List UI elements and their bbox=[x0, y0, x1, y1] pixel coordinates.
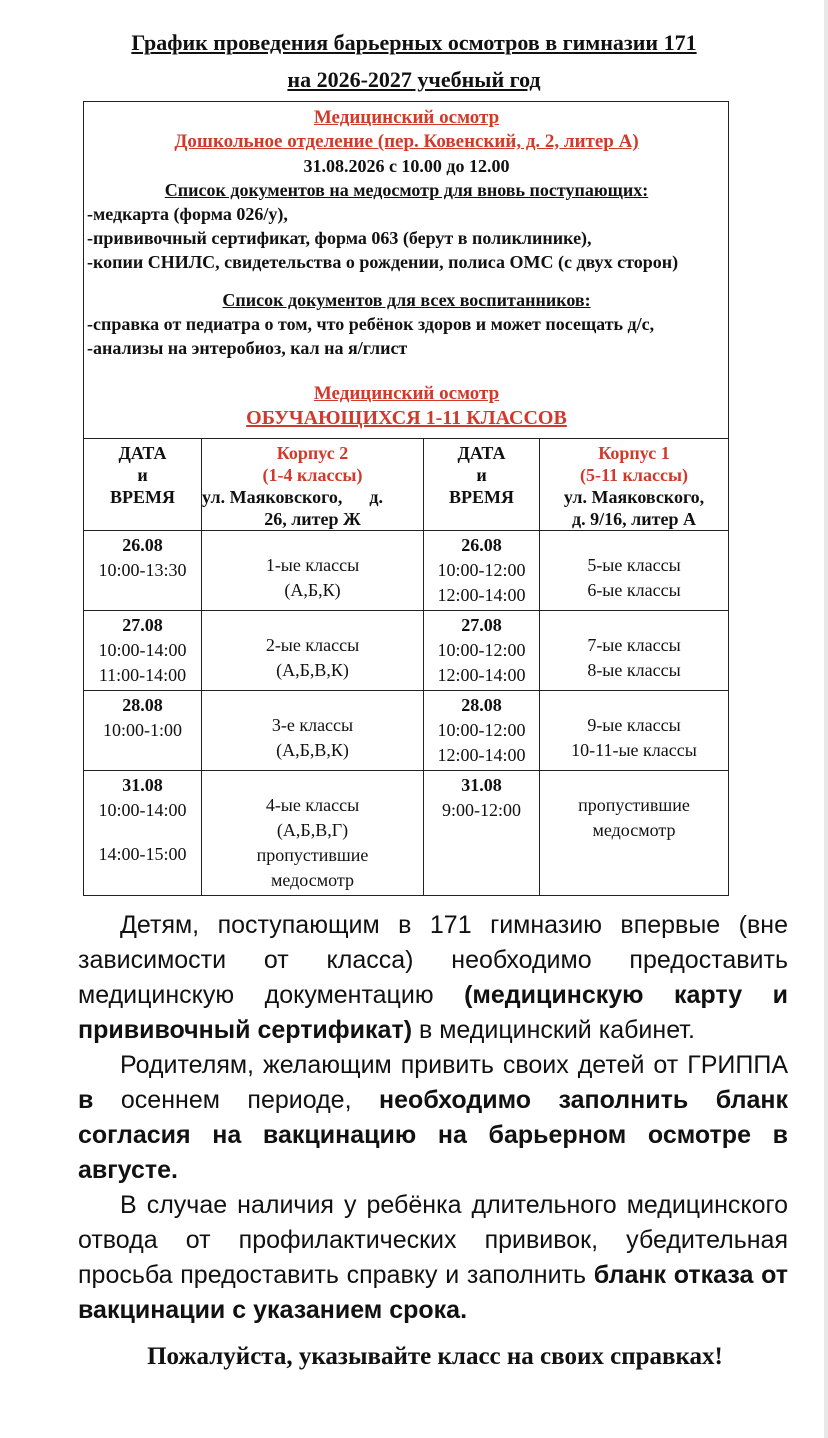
preschool-heading: Медицинский осмотр bbox=[313, 107, 500, 128]
date-cell: 31.08 9:00-12:00 bbox=[424, 771, 540, 896]
date-header-left: ДАТА и ВРЕМЯ bbox=[84, 439, 202, 531]
table-row bbox=[84, 611, 729, 691]
document-title: График проведения барьерных осмотров в гимназии 171 bbox=[131, 30, 697, 55]
table-header-row bbox=[84, 439, 729, 531]
paragraph-new-students: Детям, поступающим в 171 гимназию впервые (вне зависимости от класса) необходимо предоставить медицинскую документацию (медицинскую карту и прививочный сертификат) в медицинский кабинет. bbox=[78, 911, 788, 1044]
new-doc-item: -прививочный сертификат, форма 063 (берут в поликлинике), bbox=[87, 228, 592, 248]
classes-cell: 4-ые классы (А,Б,В,Г) пропустившие медосмотр bbox=[202, 771, 424, 896]
paragraph-flu-vaccination: Родителям, желающим привить своих детей от ГРИППА в осеннем периоде, необходимо заполнить бланк согласия на вакцинацию на барьерном осмотре в августе. bbox=[78, 1051, 789, 1184]
document-subtitle: на 2026-2027 учебный год bbox=[287, 67, 541, 92]
scrollbar[interactable] bbox=[824, 0, 828, 1438]
classes-cell: 1-ые классы (А,Б,К) bbox=[202, 531, 424, 611]
schedule-table bbox=[83, 101, 729, 896]
table-row bbox=[84, 691, 729, 771]
table-row bbox=[84, 531, 729, 611]
preschool-location: Дошкольное отделение (пер. Ковенский, д. 2, литер А) bbox=[174, 131, 639, 152]
classes-cell: 2-ые классы (А,Б,В,К) bbox=[202, 611, 424, 691]
students-subheading: ОБУЧАЮЩИХСЯ 1-11 КЛАССОВ bbox=[246, 407, 567, 429]
date-cell: 28.08 10:00-1:00 bbox=[84, 691, 202, 771]
korpus1-header: Корпус 1 (5-11 классы) ул. Маяковского, д. 9/16, литер А bbox=[540, 439, 729, 531]
classes-cell: 3-е классы (А,Б,В,К) bbox=[202, 691, 424, 771]
classes-cell: 5-ые классы 6-ые классы bbox=[540, 531, 729, 611]
new-docs-title: Список документов на медосмотр для вновь поступающих: bbox=[164, 180, 649, 200]
students-heading: Медицинский осмотр bbox=[313, 383, 500, 404]
preschool-section bbox=[84, 102, 729, 439]
classes-cell: пропустившие медосмотр bbox=[540, 771, 729, 896]
final-note: Пожалуйста, указывайте класс на своих справках! bbox=[147, 1343, 723, 1370]
date-cell: 27.08 10:00-14:00 11:00-14:00 bbox=[84, 611, 202, 691]
all-doc-item: -справка от педиатра о том, что ребёнок здоров и может посещать д/с, bbox=[87, 314, 655, 334]
new-doc-item: -медкарта (форма 026/у), bbox=[87, 204, 288, 224]
all-doc-item: -анализы на энтеробиоз, кал на я/глист bbox=[87, 338, 408, 358]
date-cell: 31.08 10:00-14:00 14:00-15:00 bbox=[84, 771, 202, 896]
date-cell: 26.08 10:00-13:30 bbox=[84, 531, 202, 611]
classes-cell: 7-ые классы 8-ые классы bbox=[540, 611, 729, 691]
date-cell: 27.08 10:00-12:00 12:00-14:00 bbox=[424, 611, 540, 691]
korpus2-header: Корпус 2 (1-4 классы) ул. Маяковского, д. 26, литер Ж bbox=[202, 439, 424, 531]
date-cell: 26.08 10:00-12:00 12:00-14:00 bbox=[424, 531, 540, 611]
preschool-info-cell bbox=[84, 102, 729, 439]
paragraph-medical-exemption: В случае наличия у ребёнка длительного медицинского отвода от профилактических прививок, убедительная просьба предоставить справку и заполнить бланк отказа от вакцинации с указанием срока. bbox=[78, 1191, 788, 1324]
all-docs-title: Список документов для всех воспитанников: bbox=[222, 290, 591, 310]
classes-cell: 9-ые классы 10-11-ые классы bbox=[540, 691, 729, 771]
date-cell: 28.08 10:00-12:00 12:00-14:00 bbox=[424, 691, 540, 771]
new-doc-item: -копии СНИЛС, свидетельства о рождении, полиса ОМС (с двух сторон) bbox=[87, 252, 679, 272]
date-header-right: ДАТА и ВРЕМЯ bbox=[424, 439, 540, 531]
preschool-datetime: 31.08.2026 с 10.00 до 12.00 bbox=[303, 156, 510, 176]
table-row bbox=[84, 771, 729, 896]
